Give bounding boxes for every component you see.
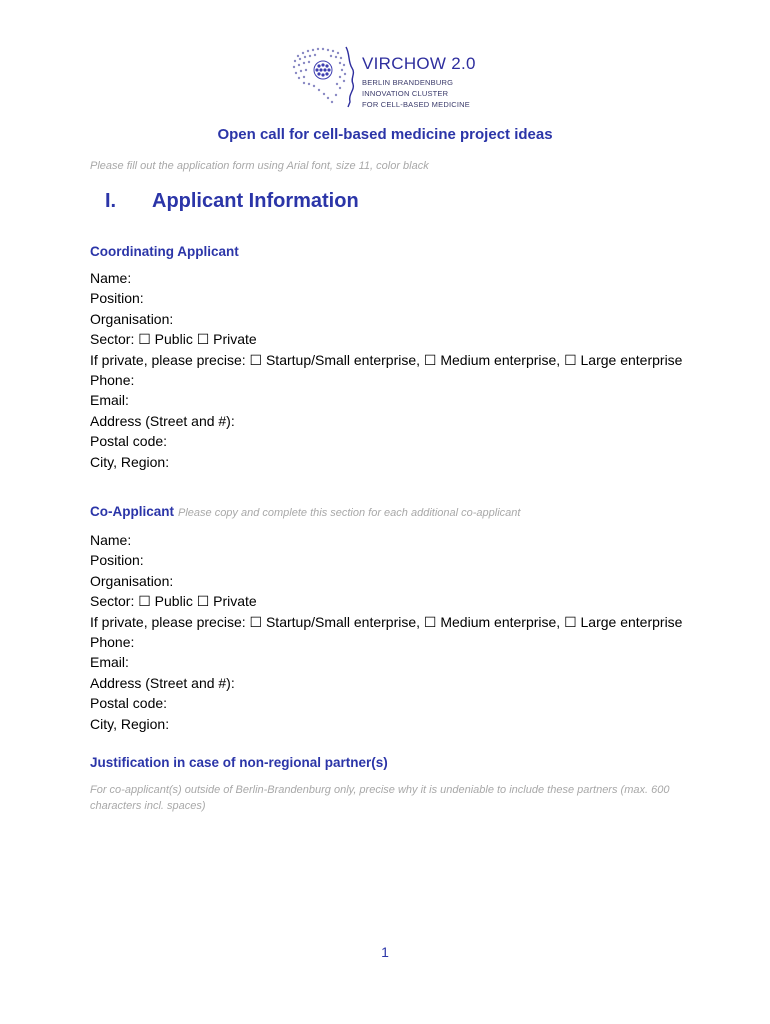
postal-code-field[interactable]: Postal code: bbox=[90, 433, 168, 450]
form-instruction: Please fill out the application form using Arial font, size 11, color black bbox=[90, 160, 429, 172]
email-field[interactable]: Email: bbox=[90, 654, 129, 671]
address-field[interactable]: Address (Street and #): bbox=[90, 412, 235, 429]
city-region-field[interactable]: City, Region: bbox=[90, 715, 170, 732]
sector-field[interactable]: Sector: ☐ Public ☐ Private bbox=[90, 331, 257, 348]
phone-field[interactable]: Phone: bbox=[90, 634, 135, 651]
justification-note[interactable]: For co-applicant(s) outside of Berlin-Brandenburg only, precise why it is undeniable to include these partners (max. 600 characters incl. spaces) bbox=[90, 784, 670, 812]
co-applicant-heading-text: Co-Applicant bbox=[90, 504, 174, 519]
email-field[interactable]: Email: bbox=[90, 392, 129, 409]
logo-tagline-line: FOR CELL-BASED MEDICINE bbox=[362, 100, 470, 109]
position-field[interactable]: Position: bbox=[90, 552, 144, 569]
coordinating-applicant-fields bbox=[90, 268, 682, 472]
enterprise-size-field[interactable]: If private, please precise: ☐ Startup/Small enterprise, ☐ Medium enterprise, ☐ Large enterprise bbox=[90, 351, 683, 368]
logo-tagline-line: INNOVATION CLUSTER bbox=[362, 89, 449, 98]
city-region-field[interactable]: City, Region: bbox=[90, 453, 170, 470]
enterprise-size-field[interactable]: If private, please precise: ☐ Startup/Small enterprise, ☐ Medium enterprise, ☐ Large enterprise bbox=[90, 613, 683, 630]
brain-cell-logo-icon bbox=[290, 44, 360, 108]
co-applicant-fields bbox=[90, 530, 682, 734]
name-field[interactable]: Name: bbox=[90, 270, 132, 286]
page-number: 1 bbox=[381, 944, 389, 960]
phone-field[interactable]: Phone: bbox=[90, 372, 135, 389]
co-applicant-heading bbox=[90, 504, 520, 519]
justification-heading: Justification in case of non-regional partner(s) bbox=[90, 755, 388, 770]
virchow-logo bbox=[290, 44, 490, 108]
organisation-field[interactable]: Organisation: bbox=[90, 572, 174, 589]
coordinating-applicant-heading: Coordinating Applicant bbox=[90, 244, 239, 259]
sector-field[interactable]: Sector: ☐ Public ☐ Private bbox=[90, 593, 257, 610]
address-field[interactable]: Address (Street and #): bbox=[90, 674, 235, 691]
logo-tagline-line: BERLIN BRANDENBURG bbox=[362, 78, 454, 87]
section-number: I. bbox=[105, 190, 117, 212]
organisation-field[interactable]: Organisation: bbox=[90, 310, 174, 327]
postal-code-field[interactable]: Postal code: bbox=[90, 695, 168, 712]
name-field[interactable]: Name: bbox=[90, 532, 132, 548]
logo-name: VIRCHOW 2.0 bbox=[362, 54, 476, 73]
co-applicant-note: Please copy and complete this section for each additional co-applicant bbox=[178, 507, 521, 519]
document-title: Open call for cell-based medicine project ideas bbox=[217, 126, 553, 143]
section-title: Applicant Information bbox=[152, 190, 359, 212]
position-field[interactable]: Position: bbox=[90, 290, 144, 307]
